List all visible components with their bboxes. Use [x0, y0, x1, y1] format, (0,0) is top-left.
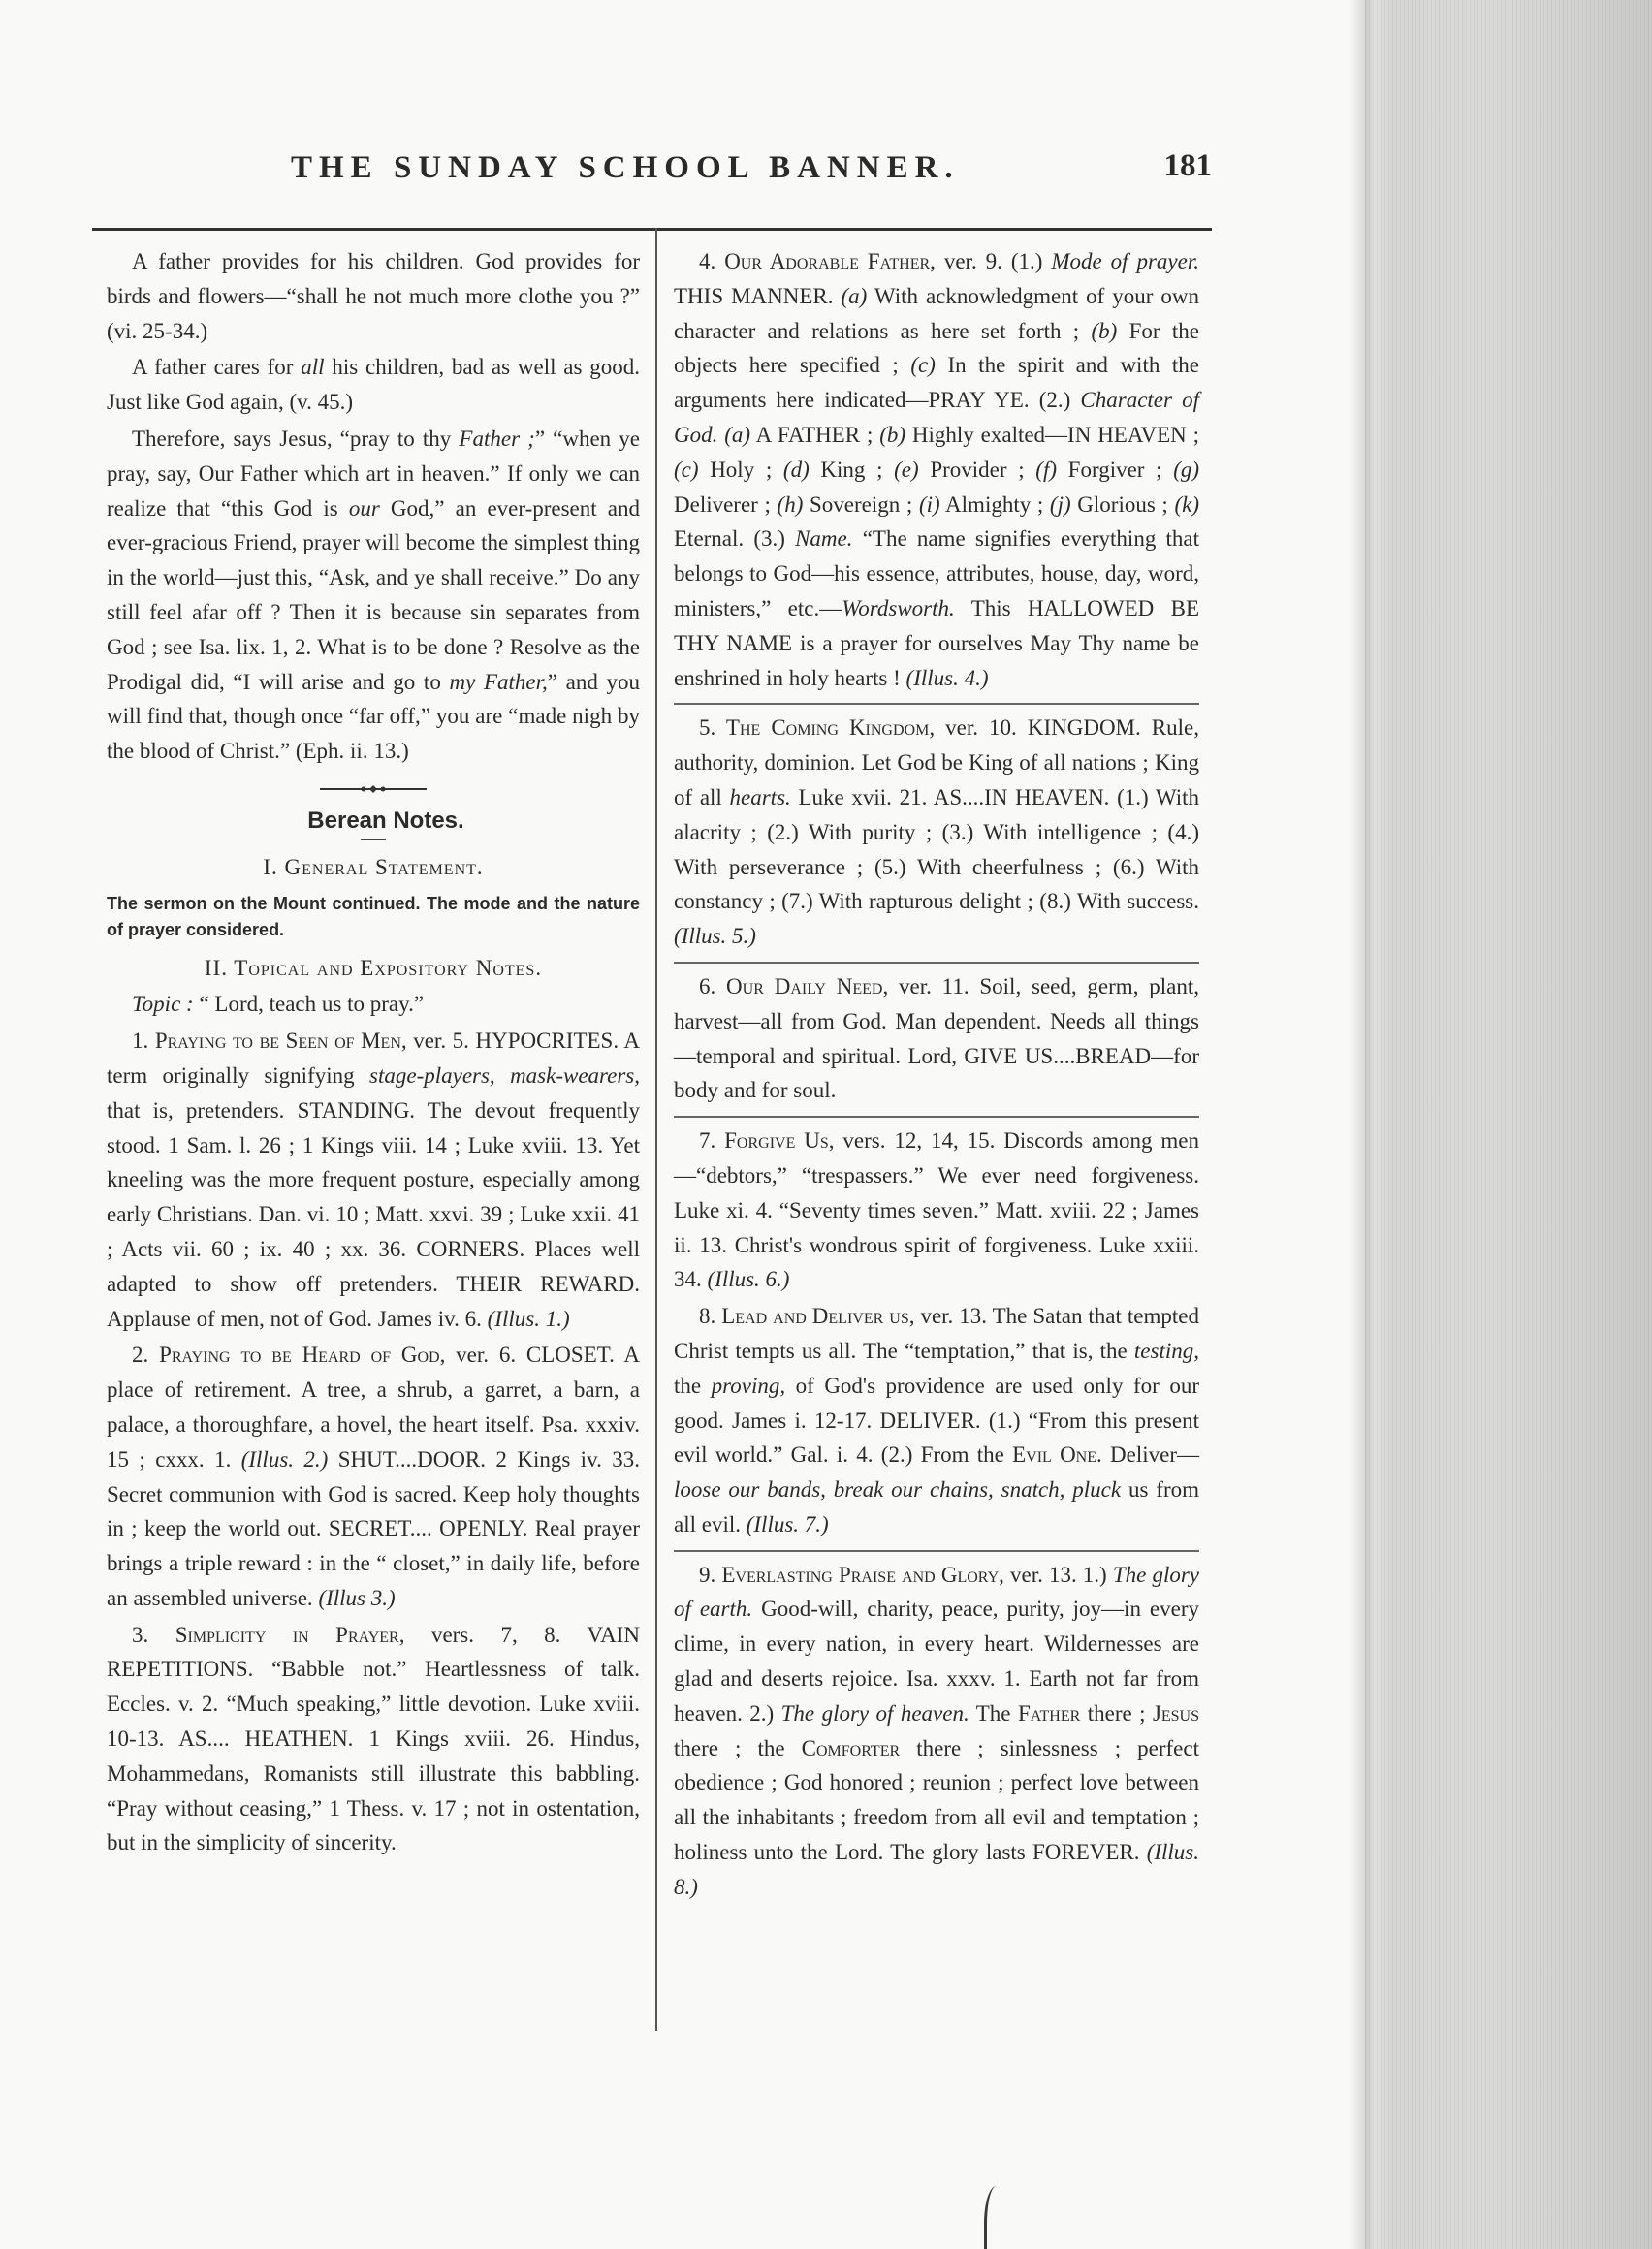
page-header — [291, 150, 1212, 199]
note-8: 8. Lead and Deliver us, ver. 13. The Satan that tempted Christ tempts us all. The “temptation,” that is, the testing, the proving, of God's providence are used only for our good. James i. 12-17. DELIVER. (1.) “From this present evil world.” Gal. i. 4. (2.) From the Evil One. Deliver—loose our bands, break our chains, snatch, pluck us from all evil. (Illus. 7.) — [674, 1304, 1199, 1536]
note-1: 1. Praying to be Seen of Men, ver. 5. HYPOCRITES. A term originally signifying stage-players, mask-wearers, that is, pretenders. STANDING. The devout frequently stood. 1 Sam. l. 26 ; 1 Kings viii. 14 ; Luke xviii. 13. Yet kneeling was the more frequent posture, especially among early Christians. Dan. vi. 10 ; Matt. xxvi. 39 ; Luke xxii. 41 ; Acts vii. 60 ; ix. 40 ; xx. 36. CORNERS. Places well adapted to show off pretenders. THEIR REWARD. Applause of men, not of God. James iv. 6. (Illus. 1.) — [107, 1029, 641, 1331]
general-statement-text: The sermon on the Mount continued. The mode and the nature of prayer considered. — [107, 893, 640, 939]
running-title: THE SUNDAY SCHOOL BANNER. — [291, 150, 960, 185]
short-rule — [361, 839, 386, 840]
paragraph-pray-to-father: Therefore, says Jesus, “pray to thy Father ;” “when ye pray, say, Our Father which art in heaven.” If only we can realize that “this God is our God,” an ever-present and ever-gracious Friend, prayer will become the simplest thing in the world—just this, “Ask, and ye shall receive.” Do any still feel afar off ? Then it is because sin separates from God ; see Isa. lix. 1, 2. What is to be done ? Resolve as the Prodigal did, “I will arise and go to my Father,” and you will find that, though once “far off,” you are “made nigh by the blood of Christ.” (Eph. ii. 13.) — [107, 426, 640, 764]
note-7: 7. Forgive Us, vers. 12, 14, 15. Discords among men—“debtors,” “trespassers.” We ever need forgiveness. Luke xi. 4. “Seventy times seven.” Matt. xviii. 22 ; James ii. 13. Christ's wondrous spirit of forgiveness. Luke xxiii. 34. (Illus. 6.) — [674, 1116, 1199, 1297]
topic-line: Topic : “ Lord, teach us to pray.” — [132, 992, 425, 1017]
right-column — [674, 244, 1199, 1905]
page-crease-mark — [984, 2186, 1004, 2249]
note-3: 3. Simplicity in Prayer, vers. 7, 8. VAIN REPETITIONS. “Babble not.” Heartlessness of talk. Eccles. v. 2. “Much speaking,” little devotion. Luke xviii. 10-13. AS.... HEATHEN. 1 Kings xviii. 26. Hindus, Mohammedans, Romanists still illustrate this babbling. “Pray without ceasing,” 1 Thess. v. 17 ; not in ostentation, but in the simplicity of sincerity. — [107, 1622, 640, 1855]
note-2: 2. Praying to be Heard of God, ver. 6. CLOSET. A place of retirement. A tree, a shrub, a garret, a barn, a palace, a thoroughfare, a hovel, the heart itself. Psa. xxxiv. 15 ; cxxx. 1. (Illus. 2.) SHUT....DOOR. 2 Kings iv. 33. Secret communion with God is sacred. Keep holy thoughts in ; keep the world out. SECRET.... OPENLY. Real prayer brings a triple reward : in the “ closet,” in daily life, before an assembled universe. (Illus 3.) — [107, 1343, 641, 1610]
note-5: 5. The Coming Kingdom, ver. 10. KINGDOM. Rule, authority, dominion. Let God be King of all nations ; King of all hearts. Luke xvii. 21. AS....IN HEAVEN. (1.) With alacrity ; (2.) With purity ; (3.) With intelligence ; (4.) With perseverance ; (5.) With cheerfulness ; (6.) With constancy ; (7.) With rapturous delight ; (8.) With success. (Illus. 5.) — [674, 703, 1199, 954]
header-rule — [92, 228, 1212, 231]
column-rule — [655, 228, 657, 2031]
book-fore-edge — [1365, 0, 1652, 2249]
page-number: 181 — [1163, 148, 1212, 183]
paragraph-father-provides: A father provides for his children. God provides for birds and flowers—“shall he not much more clothe you ?” (vi. 25-34.) — [107, 249, 640, 343]
note-6: 6. Our Daily Need, ver. 11. Soil, seed, germ, plant, harvest—all from God. Man dependent. Needs all things—temporal and spiritual. Lord, GIVE US....BREAD—for body and for soul. — [674, 962, 1199, 1108]
topical-notes-heading: II. Topical and Expository Notes. — [204, 955, 543, 980]
berean-notes-title: Berean Notes. — [307, 807, 464, 834]
left-column — [107, 244, 640, 1860]
general-statement-heading: I. General Statement. — [263, 854, 484, 879]
ornament-divider — [107, 782, 640, 800]
note-4: 4. Our Adorable Father, ver. 9. (1.) Mode of prayer. THIS MANNER. (a) With acknowledgment of your own character and relations as here set forth ; (b) For the objects here specified ; (c) In the spirit and with the arguments here indicated—PRAY YE. (2.) Character of God. (a) A FATHER ; (b) Highly exalted—IN HEAVEN ; (c) Holy ; (d) King ; (e) Provider ; (f) Forgiver ; (g) Deliverer ; (h) Sovereign ; (i) Almighty ; (j) Glorious ; (k) Eternal. (3.) Name. “The name signifies everything that belongs to God—his essence, attributes, house, day, word, ministers,” etc.—Wordsworth. This HALLOWED BE THY NAME is a prayer for ourselves May Thy name be enshrined in holy hearts ! (Illus. 4.) — [674, 249, 1200, 690]
note-9: 9. Everlasting Praise and Glory, ver. 13. 1.) The glory of earth. Good-will, charity, peace, purity, joy—in every clime, in every nation, in every heart. Wildernesses are glad and deserts rejoice. Isa. xxxv. 1. Earth not far from heaven. 2.) The glory of heaven. The Father there ; Jesus there ; the Comforter there ; sinlessness ; perfect obedience ; God honored ; reunion ; perfect love between all the inhabitants ; freedom from all evil and temptation ; holiness unto the Lord. The glory lasts FOREVER. (Illus. 8.) — [674, 1550, 1199, 1905]
paragraph-father-cares: A father cares for all his children, bad as well as good. Just like God again, (v. 45.) — [107, 355, 640, 415]
